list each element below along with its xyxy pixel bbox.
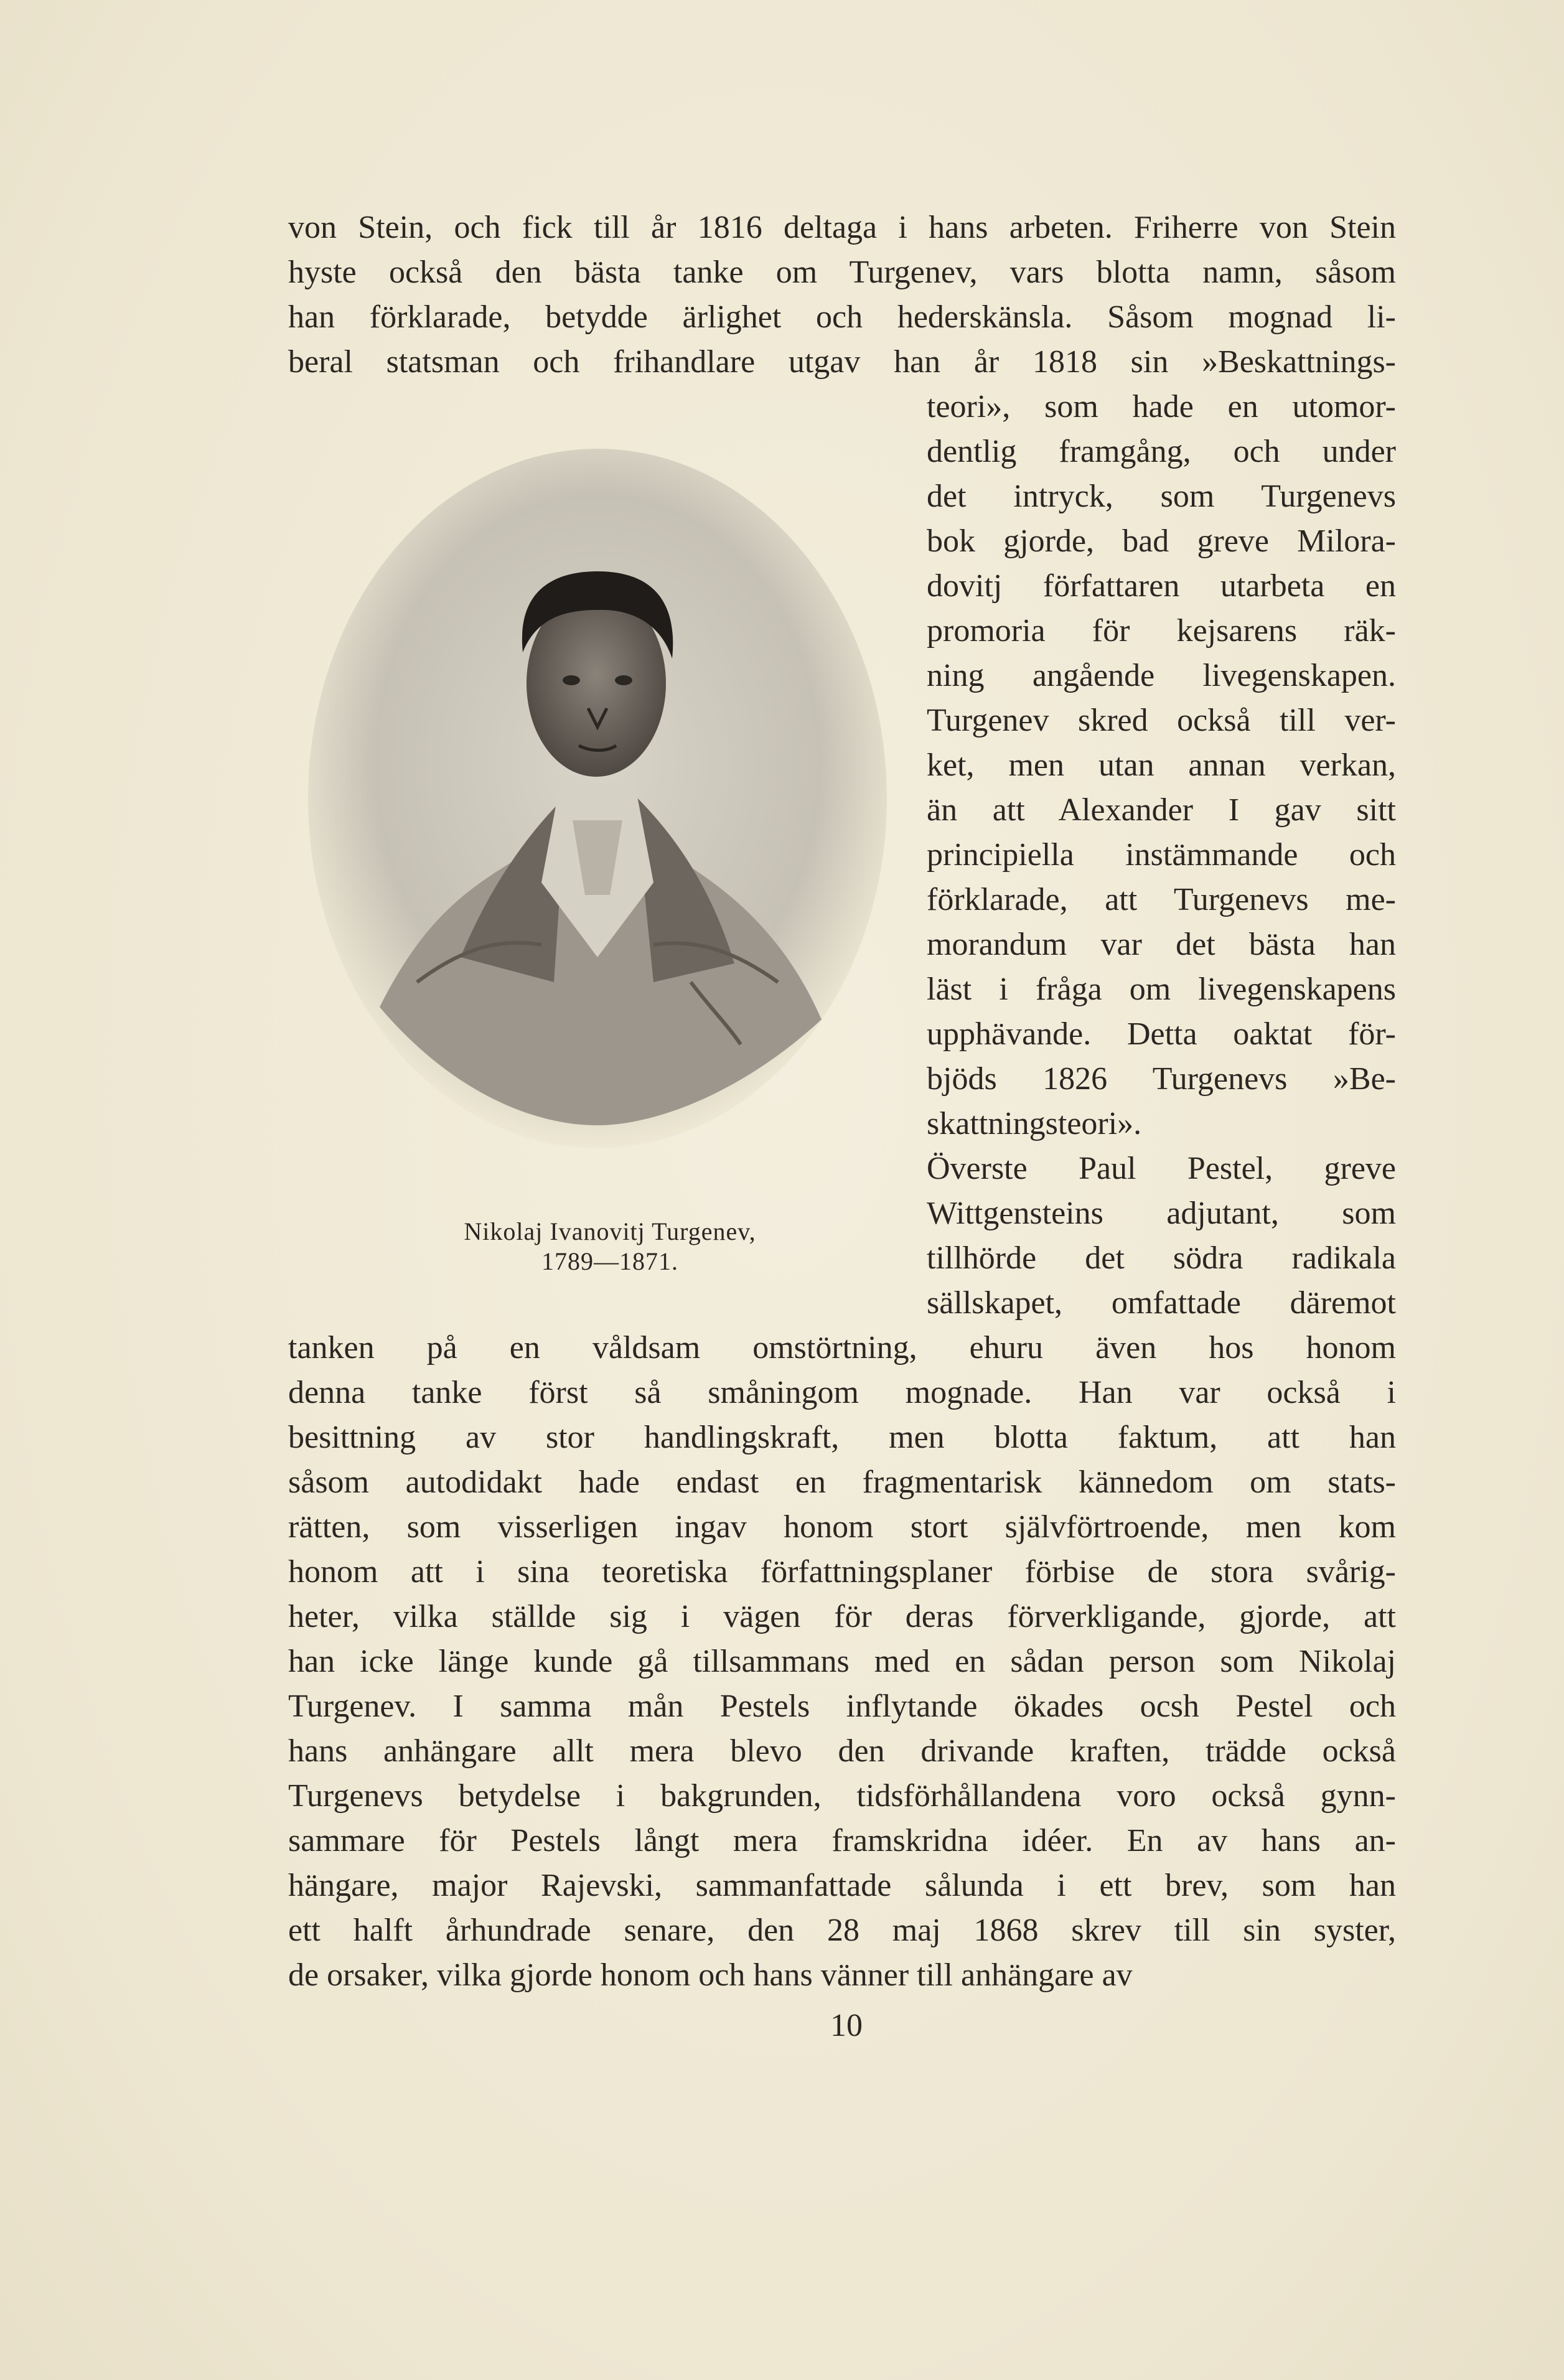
text-line: han förklarade, betydde ärlighet och hederskänsla. Såsom mognad li-: [288, 299, 1396, 335]
text-line: denna tanke först så småningom mognade. Han var också i: [288, 1375, 1396, 1410]
text-line: Turgenev skred också till ver-: [927, 703, 1396, 738]
text-line: skattningsteori».: [927, 1106, 1142, 1141]
text-line: principiella instämmande och: [927, 837, 1396, 873]
text-line: det intryck, som Turgenevs: [927, 479, 1396, 514]
text-line: upphävande. Detta oaktat för-: [927, 1016, 1396, 1052]
text-line: hängare, major Rajevski, sammanfattade sålunda i ett brev, som han: [288, 1868, 1396, 1903]
text-line: sammare för Pestels långt mera framskridna idéer. En av hans an-: [288, 1823, 1396, 1858]
caption-dates: 1789—1871.: [541, 1247, 678, 1275]
caption-name: Nikolaj Ivanovitj Turgenev,: [464, 1217, 756, 1245]
text-line: teori», som hade en utomor-: [927, 389, 1396, 424]
text-line: Överste Paul Pestel, greve: [927, 1151, 1396, 1186]
portrait-illustration: [305, 447, 890, 1150]
text-line: tillhörde det södra radikala: [927, 1240, 1396, 1276]
text-line: promoria för kejsarens räk-: [927, 613, 1396, 649]
text-line: bok gjorde, bad greve Milora-: [927, 523, 1396, 559]
text-line: Turgenev. I samma mån Pestels inflytande ökades ocsh Pestel och: [288, 1689, 1396, 1724]
text-line: Turgenevs betydelse i bakgrunden, tidsförhållandena voro också gynn-: [288, 1778, 1396, 1814]
text-line: än att Alexander I gav sitt: [927, 792, 1396, 828]
text-line: ket, men utan annan verkan,: [927, 747, 1396, 783]
text-line: rätten, som visserligen ingav honom stort självförtroende, men kom: [288, 1509, 1396, 1545]
text-line: beral statsman och frihandlare utgav han år 1818 sin »Beskattnings-: [288, 344, 1396, 380]
text-line: dentlig framgång, och under: [927, 434, 1396, 469]
portrait-caption: [373, 1217, 846, 1277]
text-line: de orsaker, vilka gjorde honom och hans vänner till anhängare av: [288, 1957, 1133, 1993]
text-line: såsom autodidakt hade endast en fragmentarisk kännedom om stats-: [288, 1464, 1396, 1500]
text-line: hyste också den bästa tanke om Turgenev, vars blotta namn, såsom: [288, 255, 1396, 290]
text-line: morandum var det bästa han: [927, 927, 1396, 962]
text-line: tanken på en våldsam omstörtning, ehuru även hos honom: [288, 1330, 1396, 1366]
text-line: ett halft århundrade senare, den 28 maj 1868 skrev till sin syster,: [288, 1913, 1396, 1948]
text-line: bjöds 1826 Turgenevs »Be-: [927, 1061, 1396, 1097]
text-line: dovitj författaren utarbeta en: [927, 568, 1396, 604]
text-line: ning angående livegenskapen.: [927, 658, 1396, 693]
text-line: heter, vilka ställde sig i vägen för deras förverkligande, gjorde, att: [288, 1599, 1396, 1634]
text-line: förklarade, att Turgenevs me-: [927, 882, 1396, 917]
text-line: Wittgensteins adjutant, som: [927, 1196, 1396, 1231]
page-number: 10: [830, 2008, 863, 2043]
text-line: läst i fråga om livegenskapens: [927, 972, 1396, 1007]
text-line: han icke länge kunde gå tillsammans med en sådan person som Nikolaj: [288, 1644, 1396, 1679]
text-line: besittning av stor handlingskraft, men blotta faktum, att han: [288, 1420, 1396, 1455]
text-line: von Stein, och fick till år 1816 deltaga i hans arbeten. Friherre von Stein: [288, 210, 1396, 245]
text-line: sällskapet, omfattade däremot: [927, 1285, 1396, 1321]
text-line: honom att i sina teoretiska författningsplaner förbise de stora svårig-: [288, 1554, 1396, 1590]
text-line: hans anhängare allt mera blevo den drivande kraften, trädde också: [288, 1733, 1396, 1769]
